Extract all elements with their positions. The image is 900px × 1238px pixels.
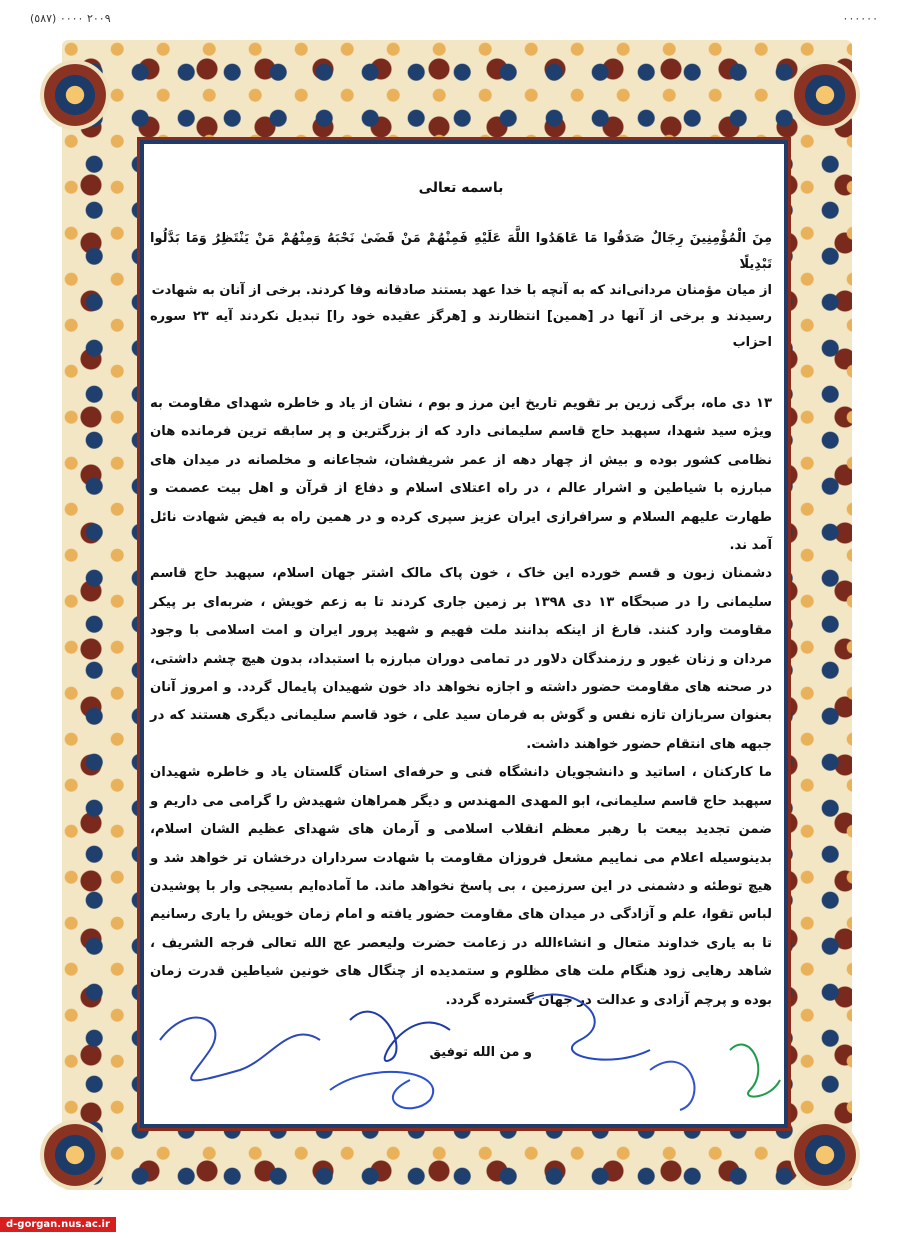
paragraph-1: ۱۳ دی ماه، برگی زرین بر تقویم تاریخ این مرز و بوم ، نشان از یاد و خاطره شهدای مقاومت به ویژه سید شهدا، سپهبد حاج قاسم سلیمانی دارد که از بزرگترین و پر سابقه ترین فرمانده هان نظامی کشور بوده و بیش از چهار دهه از عمر شریفشان، شجاعانه و مخلصانه در میدان های مبارزه با شیاطین و اشرار عالم ، در راه اعتلای اسلام و دفاع از قرآن و اهل بیت عصمت و طهارت علیهم السلام و سرافرازی ایران عزیز سپری کرده و در همین راه به فیض شهادت نائل آمد ند.: [150, 396, 772, 554]
corner-ornament: [40, 60, 110, 130]
site-watermark: d-gorgan.nus.ac.ir: [0, 1217, 116, 1232]
corner-ornament: [790, 1120, 860, 1190]
corner-ornament: [790, 60, 860, 130]
document-heading: باسمه تعالی: [418, 180, 504, 196]
header-code-left: (٥٨٧) ٢٠٠٩ ٠٠٠٠: [30, 12, 111, 25]
verse-translation-1: از میان مؤمنان مردانی‌اند که به آنچه با خدا عهد بستند صادقانه وفا کردند. برخی از آنان به شهادت: [151, 283, 772, 298]
paragraph-2: دشمنان زبون و قسم خورده این خاک ، خون پاک مالک اشتر جهان اسلام، سپهبد حاج قاسم سلیمانی را در صبحگاه ۱۳ دی ۱۳۹۸ بر زمین جاری کردند تا به زعم خویش ، ضربه‌ای بر پیکر مقاومت وارد کنند. فارغ از اینکه بدانند ملت فهیم و شهید پرور ایران و امت اسلامی با وجود مردان و زنان غیور و رزمندگان دلاور در تمامی دوران مبارزه با استبداد، بدون هیچ چشم داشتی، در صحنه های مقاومت حضور داشته و اجازه نخواهد داد خون شهیدان پایمال گردد. و امروز آنان بعنوان سربازان تازه نفس و گوش به فرمان سید علی ، خود قاسم سلیمانی دیگری هستند که در جبهه های انتقام حضور خواهند داشت.: [150, 566, 772, 752]
verse-translation-2: رسیدند و برخی از آنها در [همین] انتظارند و [هرگز عقیده خود را] تبدیل نکردند آیه ۲۳ سوره احزاب: [150, 309, 772, 350]
closing-line: و من الله توفیق: [429, 1044, 532, 1060]
corner-ornament: [40, 1120, 110, 1190]
document-body: [150, 150, 772, 1115]
paragraph-3: ما کارکنان ، اساتید و دانشجویان دانشگاه فنی و حرفه‌ای استان گلستان یاد و خاطره شهیدان سپهبد حاج قاسم سلیمانی، ابو المهدی المهندس و دیگر همراهان شهیدش را گرامی می داریم و ضمن تجدید بیعت با رهبر معظم انقلاب اسلامی و آرمان های شهدای عظیم الشان اسلام، بدینوسیله اعلام می نماییم مشعل فروزان مقاومت با شهادت سرداران درخشان تر خواهد شد و هیچ توطئه و دشمنی در این سرزمین ، بی پاسخ نخواهد ماند. ما آماده‌ایم بسیجی وار با پوشیدن لباس تقوا، علم و آزادگی در میدان های مقاومت حضور یافته و امام زمان خویش را یاری رسانیم تا به یاری خداوند متعال و انشاءالله در زعامت حضرت ولیعصر عج الله تعالی فرجه الشریف ، شاهد رهایی زود هنگام ملت های مظلوم و ستمدیده از چنگال های خونین شیاطین قدرت زمان بوده و پرچم آزادی و عدالت در جهان گسترده گردد.: [150, 765, 772, 1008]
verse-arabic: مِنَ الْمُؤْمِنِينَ رِجَالٌ صَدَقُوا مَا عَاهَدُوا اللَّهَ عَلَيْهِ فَمِنْهُمْ مَنْ قَضَىٰ نَحْبَهُ وَمِنْهُمْ مَنْ يَنْتَظِرُ وَمَا بَدَّلُوا تَبْدِيلًا: [150, 231, 772, 272]
header-code-right: ٠٠٠٠٠٠: [842, 12, 878, 25]
